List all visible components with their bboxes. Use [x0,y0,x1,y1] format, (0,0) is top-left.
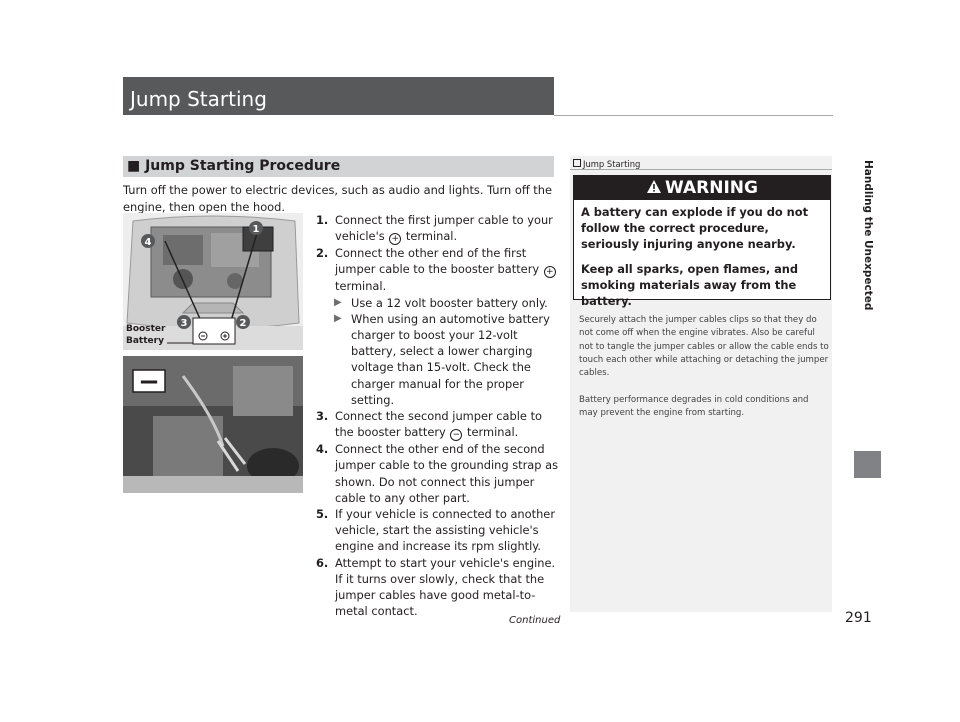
arrow-icon: ▶ [334,312,342,324]
step-6: 6. Attempt to start your vehicle's engine. If it turns over slowly, check that the jumper cables have good metal-to-metal contact. [316,555,556,619]
plus-terminal-icon: + [544,266,556,278]
arrow-icon: ▶ [334,296,342,308]
svg-text:Handling the Unexpected: Handling the Unexpected [862,160,874,311]
grounding-clamp-photo [123,356,303,493]
callout-4 [141,234,155,248]
sidebar-note-2: Battery performance degrades in cold conditions and may prevent the engine from starting. [579,395,809,419]
reference-icon [573,159,581,167]
callout-2 [236,315,250,329]
booster-label-1: Booster [126,324,166,334]
step-4: 4. Connect the other end of the second jumper cable to the grounding strap as shown. Do not connect this jumper cable to any other part. [316,442,559,505]
intro-paragraph: Turn off the power to electric devices, such as audio and lights. Turn off the engine, then open the hood. [123,183,552,214]
sidebar-rule [570,169,832,170]
section-heading: ■ Jump Starting Procedure [127,158,341,174]
step-2-note-2: ▶ When using an automotive battery charger to boost your 12-volt battery, select a lower charging voltage than 15-volt. Check the charger manual for the proper setting. [334,311,550,407]
warning-text-1: A battery can explode if you do not follow the correct procedure, seriously injuring anyone nearby. [581,205,809,251]
warning-heading: WARNING [574,176,830,200]
chapter-tab [854,451,881,478]
callout-3 [177,315,191,329]
step-5: 5. If your vehicle is connected to another vehicle, start the assisting vehicle's engine and increase its rpm slightly. [316,507,555,554]
continued-label: Continued [509,615,561,626]
step-2-note-1: ▶ Use a 12 volt booster battery only. [334,295,548,310]
sidebar-note-1: Securely attach the jumper cables clips so that they do not come off when the engine vibrates. Also be careful not to tangle the jumper cables or allow the cable ends to touch each other while attaching or detaching the jumper cables. [579,315,829,379]
svg-text:4: 4 [144,237,152,248]
plus-terminal-icon: + [389,233,401,245]
booster-label-2: Battery [126,336,164,346]
page-title: Jump Starting [130,87,267,111]
step-1: 1. Connect the first jumper cable to your vehicle's + terminal. [316,213,553,245]
engine-bay-illustration [123,213,303,350]
callout-1 [249,221,263,235]
step-2: 2. Connect the other end of the first jumper cable to the booster battery + terminal. [316,245,561,294]
minus-terminal-icon: − [450,429,462,441]
warning-text-2: Keep all sparks, open flames, and smoking materials away from the battery. [581,262,799,308]
steps-list [316,212,561,619]
title-rule [554,115,833,116]
step-3: 3. Connect the second jumper cable to the booster battery − terminal. [316,409,543,441]
page-number: 291 [845,610,872,626]
svg-text:1: 1 [252,224,260,235]
chapter-side-label [846,158,876,448]
sidebar-reference: Jump Starting [573,158,640,170]
warning-triangle-icon [646,179,662,194]
svg-text:3: 3 [180,318,188,329]
negative-symbol: − [138,367,160,397]
svg-text:2: 2 [239,318,247,329]
